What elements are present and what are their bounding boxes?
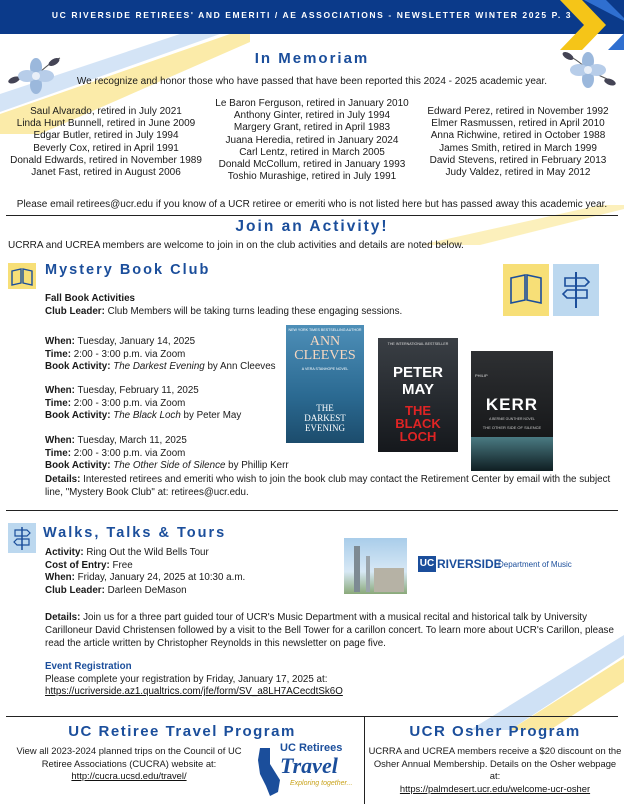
label: Details: bbox=[45, 612, 81, 623]
cover-author: PETER MAY bbox=[392, 364, 443, 398]
travel-logo bbox=[256, 742, 360, 802]
walks-details-text: Join us for a three part guided tour of UCR's Music Department with a musical recital and historical talk by University Carilloneur David Christensen followed by a visit to the Bell Tower for a carillon concert. To learn more about UCR's Carillon, please read the article written by Christopher Reynolds in this newsletter on page five. bbox=[45, 612, 614, 649]
book-title: The Other Side of Silence bbox=[113, 460, 226, 472]
header-chevron-decoration bbox=[560, 0, 624, 50]
open-book-icon bbox=[503, 264, 549, 316]
book-cover-darkest-evening bbox=[286, 325, 364, 443]
label: Book Activity: bbox=[45, 361, 111, 373]
ucr-logo-department: Department of Music bbox=[498, 560, 572, 569]
travel-text-block bbox=[6, 745, 252, 783]
signpost-icon bbox=[8, 523, 36, 553]
cover-title: THE OTHER SIDE OF SILENCE bbox=[482, 425, 542, 430]
book-title: The Black Loch bbox=[113, 410, 181, 422]
osher-text: UCRRA and UCREA members receive a $20 discount on the Osher Annual Membership. Details on the Osher webpage at: bbox=[368, 745, 622, 782]
divider bbox=[6, 716, 618, 717]
book-club-subtitle: Fall Book Activities bbox=[45, 293, 136, 304]
meeting-1 bbox=[45, 336, 285, 374]
event-registration-heading: Event Registration bbox=[45, 661, 132, 672]
label: Cost of Entry: bbox=[45, 559, 110, 571]
meeting-date: Tuesday, January 14, 2025 bbox=[77, 336, 196, 347]
building-shape bbox=[374, 568, 404, 592]
book-icon bbox=[8, 263, 36, 289]
memoriam-entry: Judy Valdez, retired in May 2012 bbox=[445, 167, 591, 179]
book-author: by Phillip Kerr bbox=[228, 460, 289, 472]
book-cover-black-loch bbox=[378, 338, 458, 452]
vertical-divider bbox=[364, 716, 365, 804]
activity-title: Join an Activity! bbox=[235, 218, 389, 235]
memoriam-entry: Edward Perez, retired in November 1992 bbox=[427, 106, 609, 117]
cover-author: ANN CLEEVES bbox=[294, 334, 356, 363]
label: Book Activity: bbox=[45, 460, 111, 472]
memoriam-entry: Elmer Rasmussen, retired in April 2010 bbox=[431, 118, 605, 130]
book-author: by Ann Cleeves bbox=[207, 361, 276, 373]
memoriam-entry: James Smith, retired in March 1999 bbox=[439, 142, 597, 154]
book-club-details bbox=[45, 474, 615, 499]
registration-text: Please complete your registration by Friday, January 17, 2025 at: bbox=[45, 673, 328, 685]
meeting-time: 2:00 - 3:00 p.m. via Zoom bbox=[73, 348, 186, 360]
cover-tagline: THE INTERNATIONAL BESTSELLER bbox=[387, 342, 449, 346]
registration-block bbox=[45, 661, 605, 699]
memoriam-entry: Saul Alvarado, retired in July 2021 bbox=[30, 106, 182, 117]
cover-title: THE BLACK LOCH bbox=[395, 403, 441, 444]
memoriam-entry: Juana Heredia, retired in January 2024 bbox=[225, 134, 399, 146]
meeting-time: 2:00 - 3:00 p.m. via Zoom bbox=[73, 397, 186, 409]
travel-logo-main: Travel bbox=[280, 753, 338, 778]
registration-link[interactable]: https://ucriverside.az1.qualtrics.com/jfe/form/SV_a8LH7ACecdtSk6O bbox=[45, 686, 343, 698]
signpost-badge bbox=[553, 264, 599, 316]
memoriam-entry: Linda Hunt Bunnell, retired in June 2009 bbox=[16, 118, 196, 130]
tower-shape bbox=[354, 546, 360, 592]
walks-leader: Darleen DeMason bbox=[107, 584, 187, 596]
memoriam-entry: Donald McCollum, retired in January 1993 bbox=[218, 159, 406, 171]
memoriam-entry: Anna Richwine, retired in October 1988 bbox=[430, 130, 606, 142]
walks-title: Walks, Talks & Tours bbox=[43, 525, 227, 541]
label: Club Leader: bbox=[45, 305, 105, 317]
tower-shape bbox=[366, 556, 370, 592]
walks-when: Friday, January 24, 2025 at 10:30 a.m. bbox=[77, 572, 246, 584]
cover-sea-image bbox=[471, 437, 553, 471]
travel-link[interactable]: http://cucra.ucsd.edu/travel/ bbox=[71, 770, 187, 782]
memoriam-entry: Le Baron Ferguson, retired in January 2010 bbox=[215, 98, 409, 109]
memoriam-intro: We recognize and honor those who have passed that have been reported this 2024 - 2025 academic year. bbox=[76, 76, 548, 87]
divider bbox=[6, 510, 618, 511]
header-title: UC RIVERSIDE RETIREES' AND EMERITI / AE ASSOCIATIONS - NEWSLETTER WINTER 2025 P. 3 bbox=[51, 10, 573, 20]
book-badge bbox=[503, 264, 549, 316]
memoriam-entry: Toshio Murashige, retired in July 1991 bbox=[227, 171, 397, 183]
label: When: bbox=[45, 336, 75, 347]
book-club-leader: Club Members will be taking turns leading these engaging sessions. bbox=[107, 305, 403, 317]
walks-cost: Free bbox=[112, 559, 133, 571]
california-map-icon bbox=[256, 746, 282, 798]
cover-tagline: NEW YORK TIMES BESTSELLING AUTHOR bbox=[288, 328, 362, 332]
cover-series: A VERA STANHOPE NOVEL bbox=[301, 367, 349, 371]
memoriam-note: Please email retirees@ucr.edu if you know of a UCR retiree or emeriti who is not listed here but has passed away this academic year. bbox=[16, 199, 608, 210]
memoriam-entry: David Stevens, retired in February 2013 bbox=[429, 154, 607, 166]
walks-activity: Ring Out the Wild Bells Tour bbox=[86, 547, 209, 558]
travel-title: UC Retiree Travel Program bbox=[68, 723, 296, 740]
bell-tower-photo bbox=[344, 538, 407, 594]
osher-link[interactable]: https://palmdesert.ucr.edu/welcome-ucr-osher bbox=[399, 782, 591, 794]
memoriam-entry: Anthony Ginter, retired in July 1994 bbox=[233, 110, 391, 122]
book-title: The Darkest Evening bbox=[113, 361, 205, 373]
label: When: bbox=[45, 435, 75, 446]
signpost-icon bbox=[553, 264, 599, 316]
memoriam-column-3 bbox=[420, 106, 616, 179]
meeting-date: Tuesday, February 11, 2025 bbox=[77, 385, 199, 396]
memoriam-column-2 bbox=[212, 98, 412, 183]
cover-series: A BERNIE GUNTHER NOVEL bbox=[489, 417, 535, 421]
label: Time: bbox=[45, 397, 71, 409]
label: When: bbox=[45, 572, 75, 584]
ucr-logo-mark: UC bbox=[418, 556, 436, 572]
memoriam-title: In Memoriam bbox=[254, 50, 370, 67]
book-club-details-text: Interested retirees and emeriti who wish to join the book club may contact the Retirement Center by email with the subject line, "Mystery Book Club" at: retirees@ucr.edu. bbox=[45, 474, 611, 498]
book-club-title: Mystery Book Club bbox=[45, 262, 211, 278]
label: Time: bbox=[45, 348, 71, 360]
meeting-2 bbox=[45, 385, 285, 423]
book-cover-other-side-of-silence bbox=[471, 351, 553, 471]
memoriam-entry: Margery Grant, retired in April 1983 bbox=[233, 122, 391, 134]
travel-logo-sub: Exploring together... bbox=[290, 780, 353, 787]
book-author: by Peter May bbox=[183, 410, 242, 422]
activity-intro: UCRRA and UCREA members are welcome to join in on the club activities and details are noted below. bbox=[8, 240, 464, 251]
label: Details: bbox=[45, 474, 81, 485]
memoriam-column-1 bbox=[8, 106, 204, 179]
label: Book Activity: bbox=[45, 410, 111, 422]
cover-author: KERR bbox=[485, 395, 539, 414]
travel-logo-top: UC Retirees bbox=[280, 742, 343, 754]
osher-text-block bbox=[368, 745, 622, 795]
walks-info bbox=[45, 547, 345, 597]
label: When: bbox=[45, 385, 75, 396]
memoriam-entry: Edgar Butler, retired in July 1994 bbox=[33, 130, 179, 142]
memoriam-entry: Carl Lentz, retired in March 2005 bbox=[239, 146, 385, 158]
label: Club Leader: bbox=[45, 584, 105, 596]
label: Time: bbox=[45, 447, 71, 459]
memoriam-entry: Janet Fast, retired in August 2006 bbox=[31, 167, 181, 179]
cover-title: THE DARKEST EVENING bbox=[304, 403, 346, 433]
osher-title: UCR Osher Program bbox=[409, 723, 581, 740]
memoriam-entry: Donald Edwards, retired in November 1989 bbox=[10, 154, 202, 166]
meeting-time: 2:00 - 3:00 p.m. via Zoom bbox=[73, 447, 186, 459]
meeting-date: Tuesday, March 11, 2025 bbox=[77, 435, 187, 446]
cover-first-name: PHILIP bbox=[475, 373, 488, 378]
walks-details bbox=[45, 611, 620, 650]
label: Activity: bbox=[45, 547, 84, 558]
travel-text: View all 2023-2024 planned trips on the Council of UC Retiree Associations (CUCRA) website at: bbox=[16, 745, 242, 769]
ucr-logo-riverside: RIVERSIDE bbox=[437, 557, 502, 571]
memoriam-entry: Beverly Cox, retired in April 1991 bbox=[33, 142, 179, 154]
book-club-header-block bbox=[45, 293, 465, 318]
divider bbox=[6, 215, 618, 216]
